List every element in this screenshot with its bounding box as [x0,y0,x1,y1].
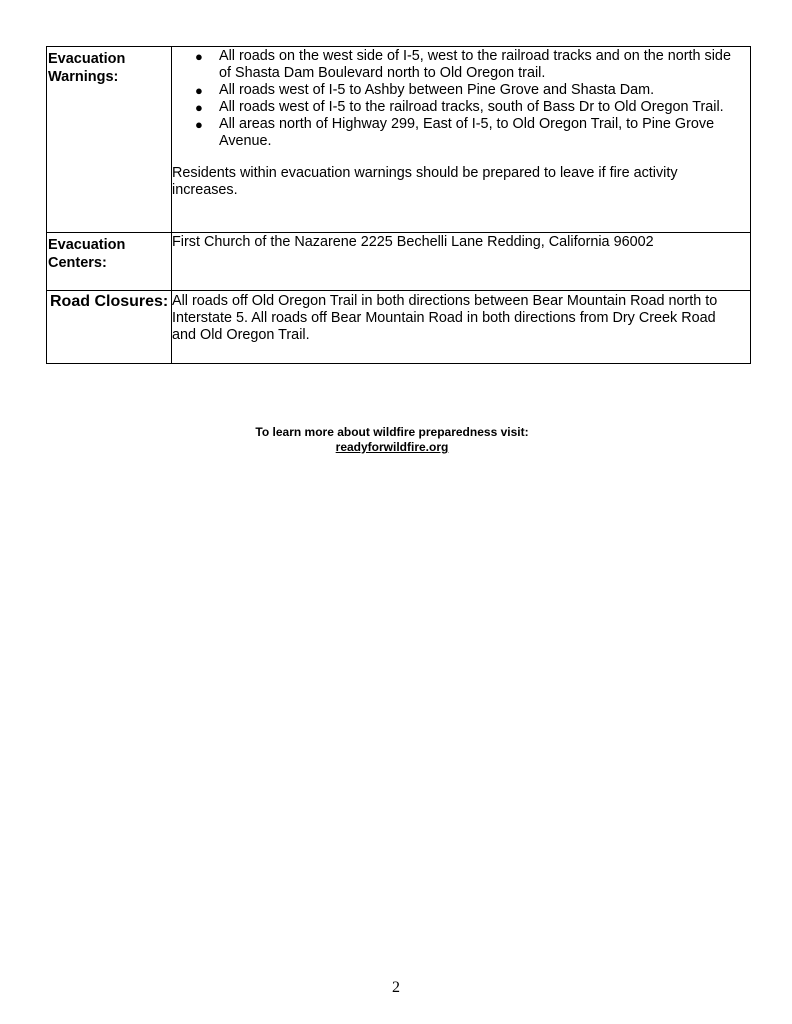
page-number: 2 [392,979,400,996]
preparedness-footer [0,425,784,455]
bullet-icon: ● [195,117,203,132]
road-closures-text: All roads off Old Oregon Trail in both directions between Bear Mountain Road north to Interstate 5. All roads off Bear Mountain Road in both directions from Dry Creek Road and Old Oregon Trail. [172,293,718,343]
evacuation-warnings-list [172,48,740,150]
list-item [195,116,740,150]
evacuation-centers-label: Evacuation Centers: [47,233,172,291]
footer-line: To learn more about wildfire preparedness visit: [255,425,529,439]
evacuation-warnings-content [172,47,751,233]
bullet-icon: ● [195,83,203,98]
evacuation-centers-content [172,233,751,291]
readyforwildfire-link[interactable]: readyforwildfire.org [335,440,449,454]
evacuation-warnings-row [47,47,751,233]
evacuation-warnings-label: Evacuation Warnings: [47,47,172,233]
road-closures-label: Road Closures: [47,291,172,364]
road-closures-row [47,291,751,364]
list-item-text: All roads west of I-5 to Ashby between Pine Grove and Shasta Dam. [219,82,655,98]
road-closures-content [172,291,751,364]
list-item [195,48,740,82]
evacuation-centers-row [47,233,751,291]
list-item [195,82,740,99]
evacuation-info-table [46,46,751,364]
evacuation-centers-text: First Church of the Nazarene 2225 Bechelli Lane Redding, California 96002 [172,234,654,250]
list-item-text: All roads on the west side of I-5, west to the railroad tracks and on the north side of Shasta Dam Boulevard north to Old Oregon trail. [219,48,731,81]
list-item-text: All roads west of I-5 to the railroad tracks, south of Bass Dr to Old Oregon Trail. [219,99,724,115]
bullet-icon: ● [195,100,203,115]
list-item [195,99,740,116]
evacuation-warnings-note: Residents within evacuation warnings should be prepared to leave if fire activity increases. [172,165,678,198]
list-item-text: All areas north of Highway 299, East of I-5, to Old Oregon Trail, to Pine Grove Avenue. [219,116,715,149]
bullet-icon: ● [195,49,203,64]
